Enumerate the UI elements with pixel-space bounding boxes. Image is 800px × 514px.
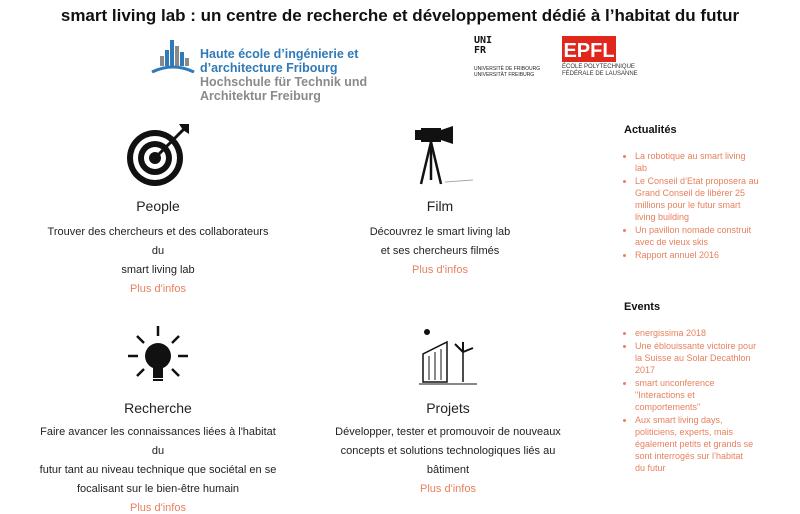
more-info-link[interactable]: Plus d'infos [420,483,476,495]
tile-description [40,223,276,280]
unifr-logo[interactable] [474,35,541,80]
tile-description-line: Faire avancer les connaissances liées à l'habitat du [40,426,276,457]
event-item[interactable] [635,340,794,376]
news-link[interactable] [635,176,759,222]
event-link-line: "Interactions et [635,390,695,400]
tile-description-line: concepts et solutions technologiques liés au [340,445,556,457]
news-link-line: La robotique au smart living [635,151,746,161]
news-link[interactable] [635,250,719,260]
tile-description-line: Développer, tester et promouvoir de nouveaux [335,426,561,438]
news-heading: Actualités [624,124,677,136]
tile-description-line: Trouver des chercheurs et des collaborateurs du [47,226,269,257]
unifr-mark [474,36,498,56]
tile-title: Recherche [124,400,192,416]
news-link-line: lab [635,163,648,173]
news-link-line: Le Conseil d’Etat proposera au [635,176,759,186]
tile-description [340,223,540,261]
tile-description-line: focalisant sur le bien-être humain [76,483,240,495]
tile-description [36,423,280,499]
events-list [624,327,794,474]
unifr-mark-text: UNIFR [474,35,493,56]
news-item[interactable] [635,249,794,261]
heia-fr-name-de: Hochschule für Technik und Architektur Freiburg [200,75,368,103]
event-link-line: Aux smart living days, [635,415,723,425]
events-heading: Events [624,301,661,313]
news-item[interactable] [635,224,794,248]
tile-description-line: Découvrez le smart living lab [369,226,511,238]
tile-people [40,120,276,295]
news-link[interactable] [635,151,746,173]
news-link-line: Rapport annuel 2016 [635,250,720,260]
news-link[interactable] [635,225,751,247]
event-item[interactable] [635,414,794,474]
heia-fr-name-fr: Haute école d’ingénierie et d’architecture Fribourg [200,47,359,75]
event-link-line: Une éblouissante victoire pour [635,341,757,351]
tile-title: Film [426,198,454,214]
news-link-line: Grand Conseil de libérer 25 [635,188,746,198]
tile-recherche [36,322,280,514]
event-link[interactable] [635,341,756,375]
epfl-name-line1: ÉCOLE POLYTECHNIQUE [562,64,635,70]
event-link-line: comportements" [635,402,701,412]
more-info-link[interactable]: Plus d'infos [412,264,468,276]
news-item[interactable] [635,175,794,223]
event-link-line: politiciens, experts, mais [635,427,734,437]
heia-fr-logo[interactable] [150,38,422,103]
news-list [624,150,794,261]
tile-description-line: futur tant au niveau technique que sociétal en se [39,464,277,476]
epfl-logo[interactable] [562,36,648,80]
lightbulb-icon [123,322,193,392]
tile-title: Projets [426,400,470,416]
event-link-line: smart unconference [635,378,715,388]
unifr-name-de: UNIVERSITÄT FREIBURG [474,72,535,78]
tile-film [340,120,540,276]
tile-description-line: et ses chercheurs filmés [380,245,500,257]
news-link-line: millions pour le futur smart [635,200,741,210]
epfl-name-line2: FÉDÉRALE DE LAUSANNE [562,71,638,77]
event-link-line: la Suisse au Solar Decathlon [635,353,751,363]
event-link[interactable] [635,378,715,412]
more-info-link[interactable]: Plus d'infos [130,502,186,514]
tile-description-line: smart living lab [121,264,195,276]
event-link-line: également petits et grands se [635,439,754,449]
tile-projets [330,322,566,495]
event-link-line: du futur [635,463,666,473]
news-link-line: avec de vieux skis [635,237,709,247]
events-section [624,301,794,475]
more-info-link[interactable]: Plus d'infos [130,283,186,295]
page-title: smart living lab : un centre de recherche et développement dédié à l’habitat du futur [60,6,740,25]
event-item[interactable] [635,327,794,339]
film-camera-icon [405,120,475,190]
news-link-line: living building [635,212,690,222]
tile-title: People [136,198,180,214]
event-link-line: sont interrogés sur l’habitat [635,451,744,461]
event-link-line: energissima 2018 [635,328,707,338]
event-link[interactable] [635,328,706,338]
unifr-name-fr: UNIVERSITÉ DE FRIBOURG [474,66,541,72]
event-item[interactable] [635,377,794,413]
building-icon [413,322,483,392]
tile-description-line: bâtiment [426,464,470,476]
news-link-line: Un pavillon nomade construit [635,225,752,235]
heia-fr-emblem-icon [150,38,196,78]
news-section [624,124,794,262]
epfl-mark-text: EPFL [563,40,615,62]
tile-description [330,423,566,480]
news-item[interactable] [635,150,794,174]
event-link-line: 2017 [635,365,656,375]
event-link[interactable] [635,415,753,473]
epfl-mark-icon [562,36,616,62]
target-icon [123,120,193,190]
